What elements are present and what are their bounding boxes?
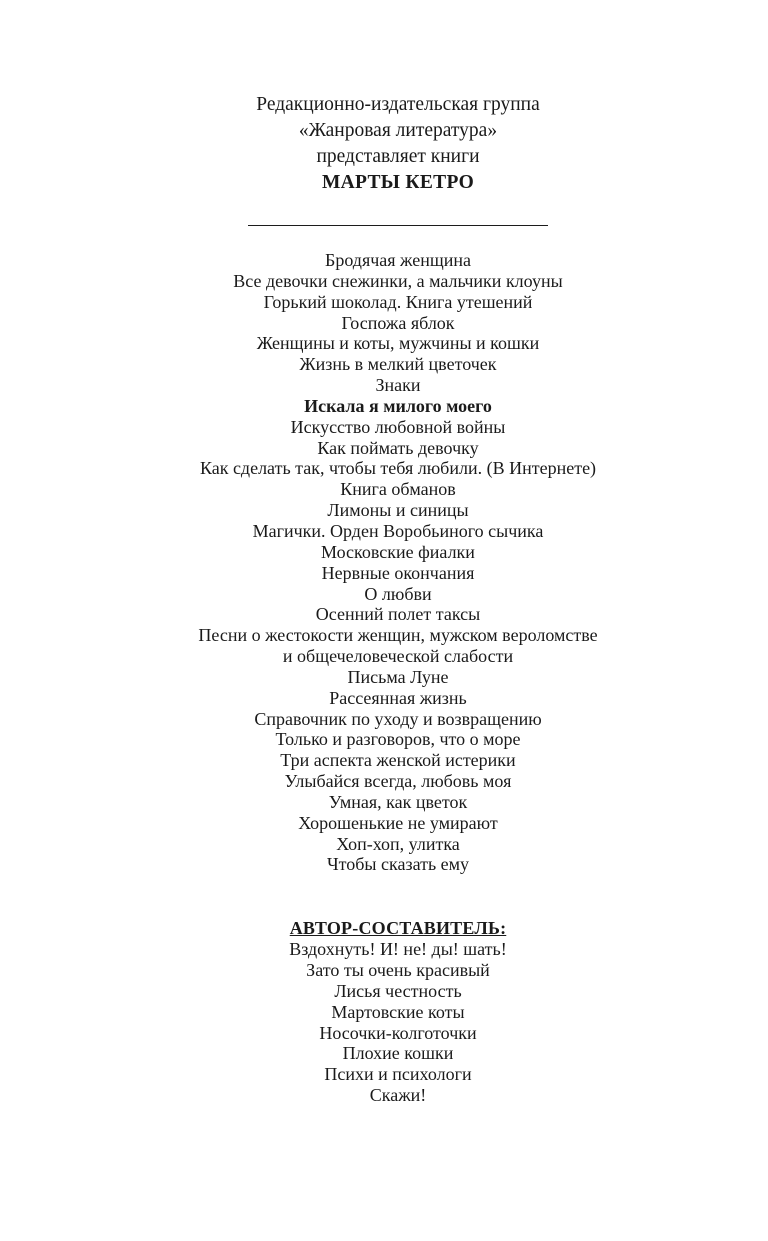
- book-title: Улыбайся всегда, любовь моя: [284, 771, 512, 792]
- book-title: Осенний полет таксы: [315, 604, 481, 625]
- book-title: Лимоны и синицы: [327, 500, 469, 521]
- book-title-continuation: и общечеловеческой слабости: [282, 646, 514, 667]
- book-title: Справочник по уходу и возвращению: [254, 708, 542, 729]
- book-title: Знаки: [375, 375, 421, 396]
- publisher-header: [14, 92, 768, 196]
- book-title: Как поймать девочку: [317, 437, 479, 458]
- compiler-book-title: Зато ты очень красивый: [306, 960, 490, 980]
- page-content-column: [14, 92, 768, 1106]
- compiler-book-title: Носочки-колготочки: [319, 1022, 477, 1043]
- book-title: Песни о жестокости женщин, мужском вероломстве: [198, 625, 598, 646]
- presents-line: представляет книги: [316, 146, 480, 167]
- book-title: Искусство любовной войны: [290, 416, 506, 437]
- book-title: Магички. Орден Воробьиного сычика: [252, 520, 544, 541]
- compiler-book-title: Вздохнуть! И! не! ды! шать!: [289, 939, 507, 960]
- book-title: Хорошенькие не умирают: [298, 812, 498, 833]
- book-title: Только и разговоров, что о море: [275, 729, 521, 750]
- compiler-book-title: Мартовские коты: [331, 1001, 465, 1022]
- compiler-book-title: Психи и психологи: [324, 1064, 472, 1085]
- compiler-book-title: Скажи!: [369, 1085, 427, 1106]
- book-title-highlighted: Искала я милого моего: [304, 395, 492, 416]
- book-title: Книга обманов: [340, 479, 456, 500]
- book-title: Женщины и коты, мужчины и кошки: [256, 333, 540, 354]
- publisher-group-line: Редакционно-издательская группа: [256, 94, 540, 115]
- book-title: О любви: [364, 583, 432, 604]
- book-title: Горький шоколад. Книга утешений: [263, 291, 533, 312]
- book-title: Умная, как цветок: [328, 791, 468, 812]
- book-title: Бродячая женщина: [324, 250, 471, 270]
- book-title: Жизнь в мелкий цветочек: [299, 354, 497, 375]
- book-title: Рассеянная жизнь: [329, 687, 467, 708]
- book-title: Хоп-хоп, улитка: [336, 833, 460, 854]
- book-title-list: [14, 250, 768, 875]
- book-title: Чтобы сказать ему: [326, 854, 470, 875]
- book-title: Три аспекта женской истерики: [280, 750, 516, 771]
- horizontal-rule: [248, 225, 548, 226]
- book-title: Московские фиалки: [321, 541, 475, 562]
- compiler-heading: АВТОР-СОСТАВИТЕЛЬ:: [289, 918, 507, 939]
- compiler-book-title: Плохие кошки: [342, 1043, 454, 1064]
- book-title: Как сделать так, чтобы тебя любили. (В Интернете): [199, 458, 597, 479]
- compiler-section: [14, 918, 768, 1106]
- imprint-name-line: «Жанровая литература»: [298, 120, 498, 141]
- book-title: Госпожа яблок: [341, 312, 455, 333]
- book-title: Все девочки снежинки, а мальчики клоуны: [233, 270, 563, 291]
- compiler-book-title: Лисья честность: [334, 980, 462, 1001]
- book-title: Нервные окончания: [321, 562, 475, 583]
- author-name: МАРТЫ КЕТРО: [321, 172, 475, 193]
- book-title: Письма Луне: [347, 666, 449, 687]
